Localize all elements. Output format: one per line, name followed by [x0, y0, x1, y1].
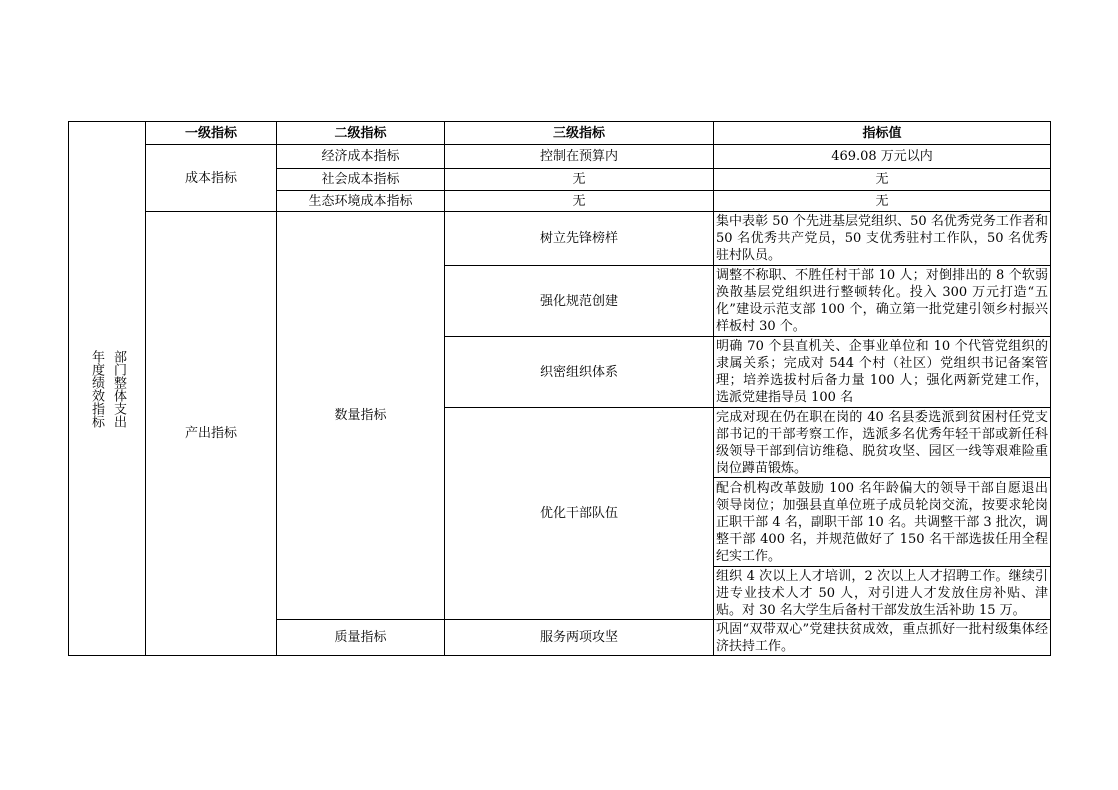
organization-system-cell: 织密组织体系: [445, 337, 714, 408]
cadre-team-value-2: 配合机构改革鼓励 100 名年龄偏大的领导干部自愿退出领导岗位；加强县直单位班子成员轮岗交流，按要求轮岗正职干部 4 名，副职干部 10 名。共调整干部 3 批次，调整干部 400 名，并规范做好了 150 名干部选拔任用全程纪实工作。: [714, 478, 1051, 567]
organization-system-value: 明确 70 个县直机关、企事业单位和 10 个代管党组织的隶属关系；完成对 544 个村（社区）党组织书记备案管理；培养选拔村后备力量 100 人；强化两新党建工作，选派党建指导员 100 名: [714, 337, 1051, 408]
social-cost-cell: 社会成本指标: [277, 169, 445, 191]
economic-cost-cell: 经济成本指标: [277, 145, 445, 169]
performance-indicator-table: [68, 121, 1051, 656]
output-indicator-cell: 产出指标: [146, 212, 277, 656]
standardization-cell: 强化规范创建: [445, 266, 714, 337]
budget-control-cell: 控制在预算内: [445, 145, 714, 169]
header-level2: 二级指标: [277, 122, 445, 145]
standardization-value: 调整不称职、不胜任村干部 10 人；对倒排出的 8 个软弱涣散基层党组织进行整顿转化。投入 300 万元打造“五化”建设示范支部 100 个，确立第一批党建引领乡村振兴样板村 30 个。: [714, 266, 1051, 337]
side-label-department-expense: 部门整体支出: [111, 349, 126, 428]
side-label-annual-indicator: 年度绩效指标: [89, 349, 104, 428]
cost-indicator-cell: 成本指标: [146, 145, 277, 212]
budget-value-cell: 469.08 万元以内: [714, 145, 1051, 169]
pioneer-model-value: 集中表彰 50 个先进基层党组织、50 名优秀党务工作者和 50 名优秀共产党员，50 支优秀驻村工作队，50 名优秀驻村队员。: [714, 212, 1051, 266]
service-attack-value: 巩固“双带双心”党建扶贫成效，重点抓好一批村级集体经济扶持工作。: [714, 620, 1051, 656]
eco-cost-cell: 生态环境成本指标: [277, 191, 445, 212]
cadre-team-value-3: 组织 4 次以上人才培训，2 次以上人才招聘工作。继续引进专业技术人才 50 人，对引进人才发放住房补贴、津贴。对 30 名大学生后备村干部发放生活补助 15 万。: [714, 567, 1051, 620]
cadre-team-cell: 优化干部队伍: [445, 408, 714, 620]
side-label-cell: [69, 122, 146, 656]
service-attack-cell: 服务两项攻坚: [445, 620, 714, 656]
eco-cost-value-cell: 无: [714, 191, 1051, 212]
header-value: 指标值: [714, 122, 1051, 145]
header-level1: 一级指标: [146, 122, 277, 145]
social-cost-level3-cell: 无: [445, 169, 714, 191]
eco-cost-level3-cell: 无: [445, 191, 714, 212]
social-cost-value-cell: 无: [714, 169, 1051, 191]
quality-indicator-cell: 质量指标: [277, 620, 445, 656]
quantity-indicator-cell: 数量指标: [277, 212, 445, 620]
pioneer-model-cell: 树立先锋榜样: [445, 212, 714, 266]
header-level3: 三级指标: [445, 122, 714, 145]
cadre-team-value-1: 完成对现在仍在职在岗的 40 名县委选派到贫困村任党支部书记的干部考察工作，选派多名优秀年轻干部或新任科级领导干部到信访维稳、脱贫攻坚、园区一线等艰难险重岗位蹲苗锻炼。: [714, 408, 1051, 478]
